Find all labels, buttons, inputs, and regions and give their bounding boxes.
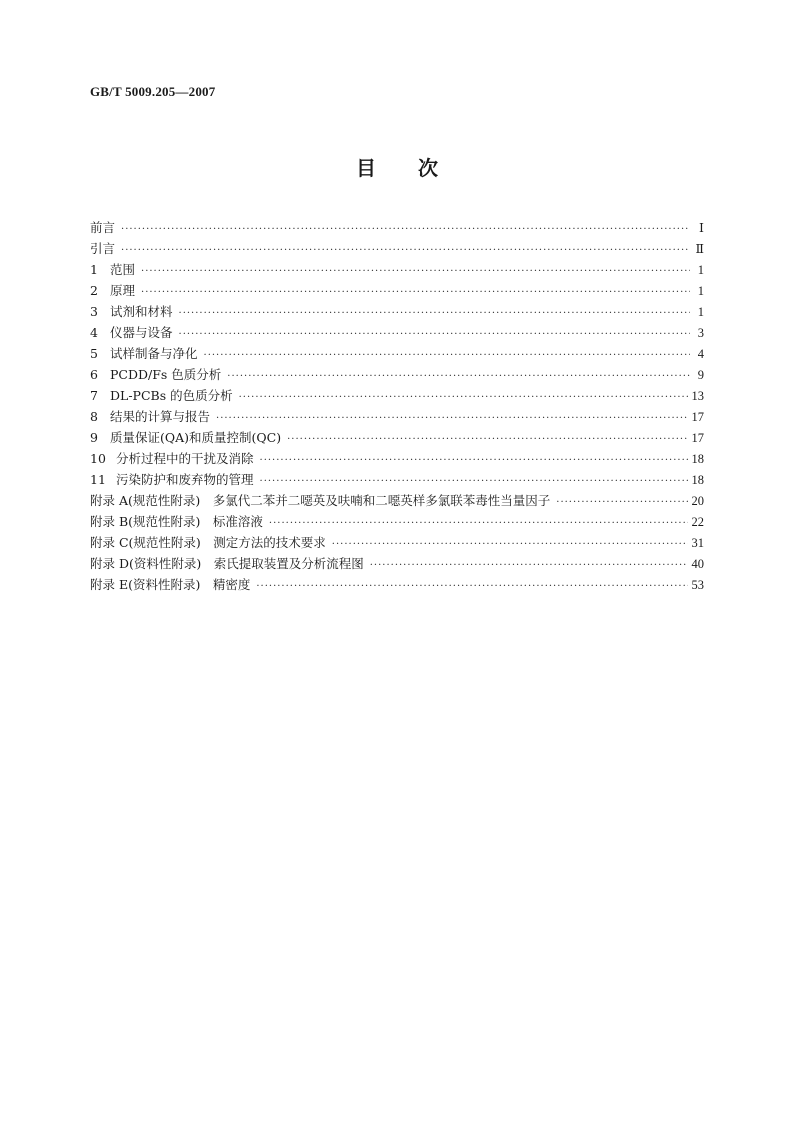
toc-leader-dots (556, 497, 687, 508)
toc-entry-label: 前言 (90, 220, 116, 235)
toc-entry-label: 附录 D(资料性附录) 索氏提取装置及分析流程图 (90, 556, 364, 571)
toc-entry-label: 引言 (90, 241, 116, 256)
toc-entry-number: 7 (90, 388, 98, 403)
toc-entry[interactable] (90, 491, 704, 512)
toc-leader-dots (121, 245, 690, 256)
toc-leader-dots (121, 224, 690, 235)
toc-entry-page: 40 (691, 557, 704, 571)
toc-entry-page: 9 (697, 368, 704, 382)
toc-entry-text (90, 449, 260, 467)
toc-leader-dots (287, 434, 687, 445)
toc-leader-dots (260, 476, 688, 487)
toc-entry-label: DL-PCBs 的色质分析 (110, 388, 233, 403)
toc-entry[interactable] (90, 512, 704, 533)
toc-entry-text (90, 554, 370, 572)
toc-entry[interactable] (90, 407, 704, 428)
toc-entry-label: 质量保证(QA)和质量控制(QC) (110, 430, 282, 445)
toc-leader-dots (141, 287, 690, 298)
toc-entry[interactable] (90, 281, 704, 302)
toc-leader-dots (256, 581, 687, 592)
toc-entry-text (90, 323, 179, 341)
toc-entry[interactable] (90, 344, 704, 365)
toc-entry[interactable] (90, 449, 704, 470)
toc-entry[interactable] (90, 302, 704, 323)
toc-entry-page: Ⅰ (699, 221, 704, 235)
toc-entry-number: 2 (90, 283, 98, 298)
toc-entry-label: 附录 C(规范性附录) 测定方法的技术要求 (90, 535, 326, 550)
toc-entry-page: 3 (697, 326, 704, 340)
toc-leader-dots (260, 455, 688, 466)
toc-entry-text (90, 533, 332, 551)
toc-entry-label: 附录 A(规范性附录) 多氯代二苯并二噁英及呋喃和二噁英样多氯联苯毒性当量因子 (90, 493, 551, 508)
toc-entry-page: 1 (697, 305, 704, 319)
toc-entry-page: 1 (697, 263, 704, 277)
toc-entry-text (90, 491, 556, 509)
toc-entry-text (90, 281, 141, 299)
toc-entry-label: 原理 (110, 283, 136, 298)
toc-entry-number: 11 (90, 472, 106, 487)
toc-entry-label: 仪器与设备 (110, 325, 173, 340)
toc-entry-text (90, 470, 260, 488)
toc-entry-label: PCDD/Fs 色质分析 (110, 367, 222, 382)
toc-entry[interactable] (90, 323, 704, 344)
toc-entry-page: 18 (691, 473, 704, 487)
table-of-contents (90, 218, 704, 596)
toc-entry[interactable] (90, 218, 704, 239)
toc-entry-page: 17 (691, 410, 704, 424)
toc-entry-number: 1 (90, 262, 98, 277)
toc-entry-label: 附录 B(规范性附录) 标准溶液 (90, 514, 263, 529)
toc-entry-label: 试剂和材料 (110, 304, 173, 319)
toc-leader-dots (216, 413, 687, 424)
page-title-part2: 次 (418, 156, 438, 180)
toc-entry-page: 53 (691, 578, 704, 592)
toc-entry-label: 污染防护和废弃物的管理 (116, 472, 254, 487)
toc-entry-page: 1 (697, 284, 704, 298)
toc-entry[interactable] (90, 386, 704, 407)
page-title-part1: 目 (356, 156, 376, 180)
toc-entry[interactable] (90, 575, 704, 596)
document-code: GB/T 5009.205—2007 (90, 84, 216, 99)
toc-entry-label: 结果的计算与报告 (110, 409, 211, 424)
toc-entry-text (90, 575, 256, 593)
toc-entry-page: 18 (691, 452, 704, 466)
toc-entry-number: 3 (90, 304, 98, 319)
toc-entry-page: 20 (691, 494, 704, 508)
toc-entry[interactable] (90, 260, 704, 281)
toc-leader-dots (141, 266, 690, 277)
toc-entry-text (90, 344, 204, 362)
toc-entry-page: Ⅱ (695, 242, 704, 256)
toc-entry-page: 4 (697, 347, 704, 361)
toc-entry[interactable] (90, 533, 704, 554)
toc-leader-dots (332, 539, 688, 550)
toc-leader-dots (204, 350, 690, 361)
toc-leader-dots (227, 371, 690, 382)
toc-entry-text (90, 260, 141, 278)
toc-entry-text (90, 407, 216, 425)
toc-entry-text (90, 365, 227, 383)
toc-leader-dots (370, 560, 688, 571)
toc-entry[interactable] (90, 365, 704, 386)
toc-entry-page: 17 (691, 431, 704, 445)
toc-leader-dots (269, 518, 688, 529)
toc-entry-text (90, 512, 269, 530)
toc-leader-dots (179, 308, 690, 319)
toc-entry-label: 试样制备与净化 (110, 346, 198, 361)
toc-entry-text (90, 428, 287, 446)
toc-entry-page: 31 (691, 536, 704, 550)
toc-leader-dots (239, 392, 688, 403)
toc-entry-label: 范围 (110, 262, 136, 277)
toc-entry[interactable] (90, 554, 704, 575)
toc-entry-label: 附录 E(资料性附录) 精密度 (90, 577, 251, 592)
toc-entry-number: 9 (90, 430, 98, 445)
toc-entry-page: 13 (691, 389, 704, 403)
toc-entry-text (90, 239, 121, 257)
toc-entry-number: 6 (90, 367, 98, 382)
toc-entry[interactable] (90, 470, 704, 491)
toc-entry-number: 5 (90, 346, 98, 361)
toc-entry-text (90, 218, 121, 236)
toc-entry-text (90, 302, 179, 320)
toc-entry-label: 分析过程中的干扰及消除 (116, 451, 254, 466)
toc-entry[interactable] (90, 239, 704, 260)
page-title (0, 152, 794, 181)
toc-entry-number: 10 (90, 451, 106, 466)
toc-entry-text (90, 386, 239, 404)
toc-entry-number: 4 (90, 325, 98, 340)
toc-entry[interactable] (90, 428, 704, 449)
toc-leader-dots (179, 329, 690, 340)
toc-entry-number: 8 (90, 409, 98, 424)
toc-entry-page: 22 (691, 515, 704, 529)
